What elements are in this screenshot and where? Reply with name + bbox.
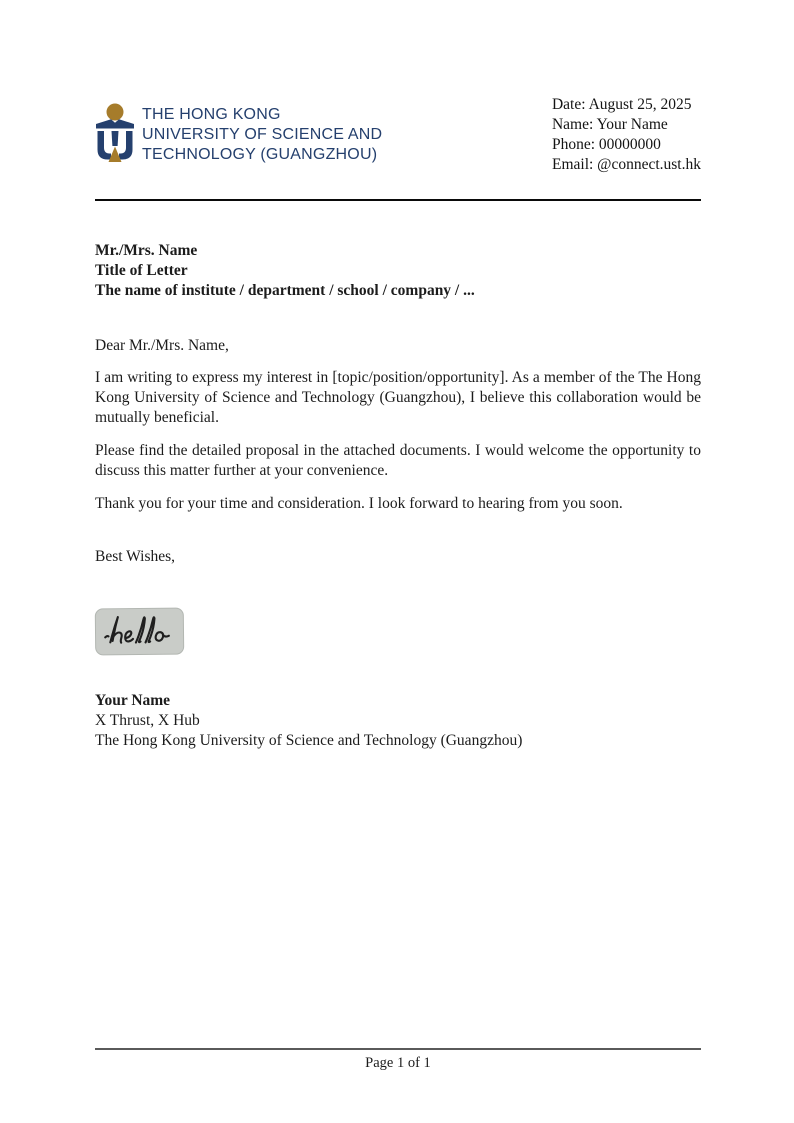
footer-rule bbox=[95, 1048, 701, 1050]
signature-handwriting-icon bbox=[97, 610, 182, 654]
hkust-gz-logo-icon bbox=[95, 103, 135, 165]
logo-text-line1: THE HONG KONG bbox=[142, 106, 281, 123]
hkust-gz-logo bbox=[95, 103, 382, 165]
salutation: Dear Mr./Mrs. Name, bbox=[95, 337, 229, 354]
contact-email: Email: @connect.ust.hk bbox=[551, 156, 701, 173]
logo-text-line3: TECHNOLOGY (GUANGZHOU) bbox=[142, 146, 378, 163]
letterhead bbox=[95, 0, 701, 175]
sender-university: The Hong Kong University of Science and Technology (Guangzhou) bbox=[95, 732, 523, 749]
page-number: Page 1 of 1 bbox=[365, 1055, 431, 1071]
contact-phone: Phone: 00000000 bbox=[551, 136, 661, 153]
recipient-title: Title of Letter bbox=[95, 262, 188, 279]
sender-affiliation: X Thrust, X Hub bbox=[95, 712, 200, 729]
letter-content bbox=[95, 0, 701, 751]
header-rule bbox=[95, 199, 701, 201]
recipient-organization: The name of institute / department / school / company / ... bbox=[95, 282, 475, 299]
contact-name: Name: Your Name bbox=[551, 116, 668, 133]
logo-text-line2: UNIVERSITY OF SCIENCE AND bbox=[142, 126, 383, 143]
contact-date: Date: August 25, 2025 bbox=[551, 96, 692, 113]
contact-info-block bbox=[552, 95, 701, 175]
body-paragraph: I am writing to express my interest in [topic/position/opportunity]. As a member of the The Hong Kong University of Science and Technology (Guangzhou), I believe this collaboration would be mutually beneficial. bbox=[95, 369, 701, 426]
recipient-name: Mr./Mrs. Name bbox=[95, 242, 198, 259]
closing: Best Wishes, bbox=[95, 548, 176, 565]
logo-text bbox=[142, 103, 382, 165]
signature-image bbox=[95, 608, 184, 656]
body-paragraph: Please find the detailed proposal in the attached documents. I would welcome the opportunity to discuss this matter further at your convenience. bbox=[95, 442, 701, 479]
page-footer bbox=[95, 1048, 701, 1072]
sender-block bbox=[95, 691, 701, 751]
body-paragraph: Thank you for your time and consideration. I look forward to hearing from you soon. bbox=[95, 495, 623, 512]
sender-name: Your Name bbox=[95, 692, 171, 709]
recipient-block bbox=[95, 241, 701, 301]
